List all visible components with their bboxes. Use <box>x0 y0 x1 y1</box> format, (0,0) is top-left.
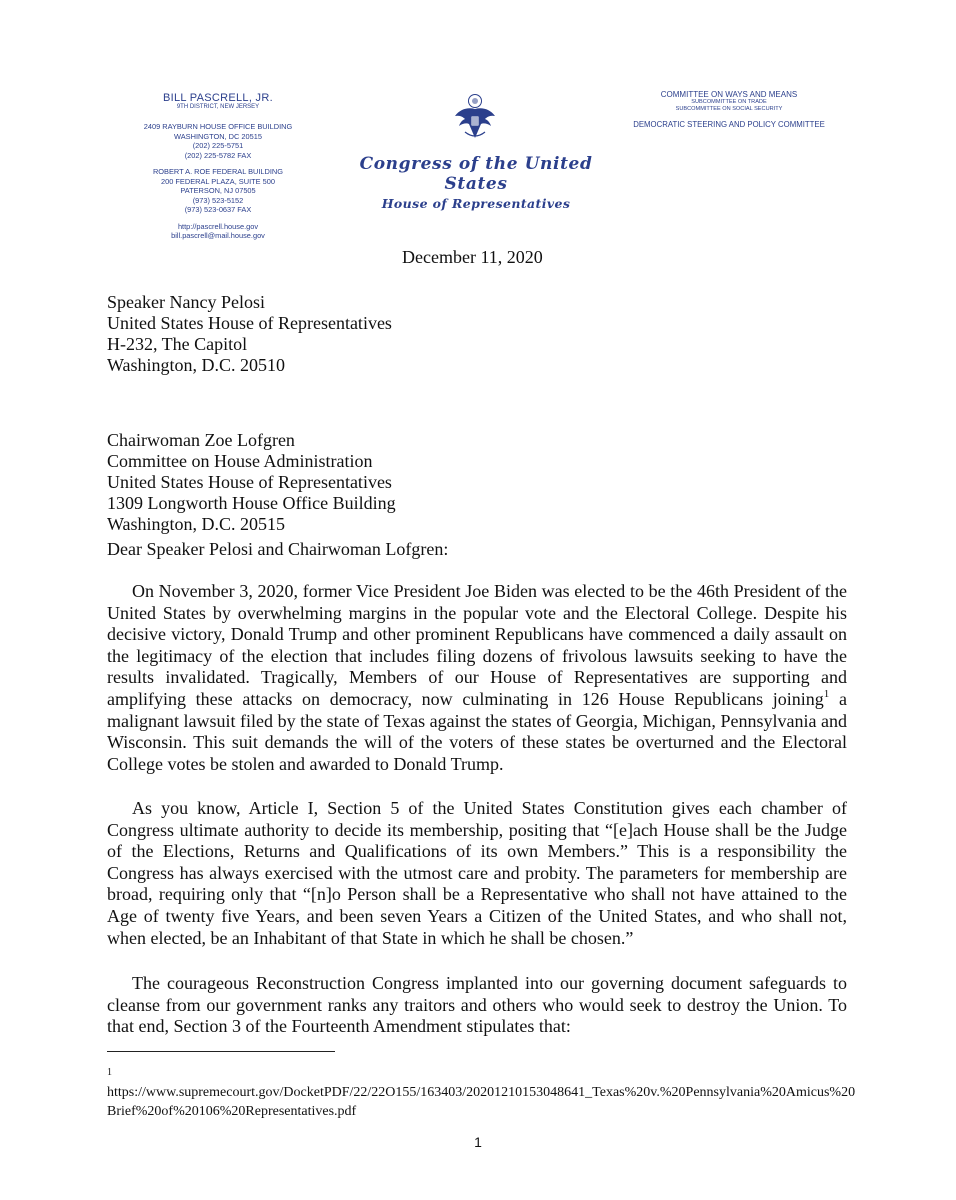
district-office-line: ROBERT A. ROE FEDERAL BUILDING <box>152 167 284 176</box>
body-paragraph: The courageous Reconstruction Congress implanted into our governing document safeguards to cleanse from our government ranks any traitors and others who would seek to destroy the Union. To that end, Section 3 of the Fourteenth Amendment stipulates that: <box>107 973 847 1037</box>
committee-name: COMMITTEE ON WAYS AND MEANS <box>660 90 798 99</box>
dc-office-fax: (202) 225-5782 FAX <box>184 150 252 160</box>
house-title: House of Representatives <box>381 196 571 211</box>
recipient-line: Washington, D.C. 20515 <box>107 514 286 534</box>
letter-date: December 11, 2020 <box>402 247 543 267</box>
dc-office-line: WASHINGTON, DC 20515 <box>174 131 262 141</box>
recipient-line: Washington, D.C. 20510 <box>107 355 286 375</box>
district-office-fax: (973) 523-0637 FAX <box>184 205 252 214</box>
recipient-address <box>107 292 392 376</box>
body-paragraph <box>107 581 847 775</box>
member-contact-block <box>118 92 318 241</box>
recipient-line: 1309 Longworth House Office Building <box>107 493 396 513</box>
website-link: http://pascrell.house.gov <box>177 221 259 231</box>
congress-heading <box>330 154 622 211</box>
member-name: BILL PASCRELL, JR. <box>163 92 273 104</box>
district-office-line: 200 FEDERAL PLAZA, SUITE 500 <box>161 176 275 186</box>
committee-block <box>618 90 840 129</box>
subcommittee-social-security: SUBCOMMITTEE ON SOCIAL SECURITY <box>675 106 783 113</box>
paragraph-text: On November 3, 2020, former Vice President Joe Biden was elected to be the 46th President of the United States by overwhelming margins in the popular vote and the Electoral College. Despite his decisive victory, Donald Trump and other prominent Republicans have commenced a daily assault on the legitimacy of the election that includes filing dozens of frivolous lawsuits seeking to have the results invalidated. Tragically, Members of our House of Representatives are supporting and amplifying these attacks on democracy, now culminating in 126 House Republicans joining <box>107 581 847 709</box>
recipient-line: United States House of Representatives <box>107 313 392 333</box>
district-office-line: PATERSON, NJ 07505 <box>180 186 256 195</box>
footnote-reference: 1 <box>823 687 830 700</box>
dc-office-phone: (202) 225-5751 <box>192 141 244 150</box>
dc-office-line: 2409 RAYBURN HOUSE OFFICE BUILDING <box>143 122 293 131</box>
recipient-line: H-232, The Capitol <box>107 334 248 354</box>
body-paragraph: As you know, Article I, Section 5 of the United States Constitution gives each chamber of Congress ultimate authority to decide its membership, positing that “[e]ach House shall be the Judge of the Elections, Returns and Qualifications of its own Members.” This is a responsibility the Congress has always exercised with the utmost care and probity. The parameters for membership are broad, requiring only that “[n]o Person shall be a Representative who shall not have attained to the Age of twenty five Years, and been seven Years a Citizen of the United States, and who shall not, when elected, be an Inhabitant of that State in which he shall be chosen.” <box>107 798 847 948</box>
member-district: 9TH DISTRICT, NEW JERSEY <box>176 104 260 110</box>
footnote-url: https://www.supremecourt.gov/DocketPDF/22/22O155/163403/20201210153048641_Texas%20v.%20Pennsylvania%20Amicus%20Brief%20of%20106%20Representatives.pdf <box>107 1085 856 1119</box>
recipient-line: Speaker Nancy Pelosi <box>107 292 265 312</box>
recipient-line: Chairwoman Zoe Lofgren <box>107 430 295 450</box>
congress-title: Congress of the United States <box>359 154 593 194</box>
footnote-divider <box>107 1051 335 1052</box>
salutation: Dear Speaker Pelosi and Chairwoman Lofgren: <box>107 539 449 559</box>
email-link: bill.pascrell@mail.house.gov <box>171 231 265 240</box>
eagle-seal-icon <box>453 92 497 142</box>
recipient-line: Committee on House Administration <box>107 451 373 471</box>
steering-committee-name: DEMOCRATIC STEERING AND POLICY COMMITTEE <box>633 119 825 129</box>
footnote-number: 1 <box>107 1067 112 1078</box>
subcommittee-trade: SUBCOMMITTEE ON TRADE <box>691 99 767 105</box>
recipient-address <box>107 430 396 535</box>
recipient-line: United States House of Representatives <box>107 472 392 492</box>
paragraph-text: a malignant lawsuit filed by the state of Texas against the states of Georgia, Michigan, Pennsylvania and Wisconsin. This suit demands the will of the voters of these states be overturned and the Electoral College votes be stolen and awarded to Donald Trump. <box>107 688 847 774</box>
page-number: 1 <box>474 1134 482 1150</box>
district-office-phone: (973) 523-5152 <box>192 195 244 205</box>
